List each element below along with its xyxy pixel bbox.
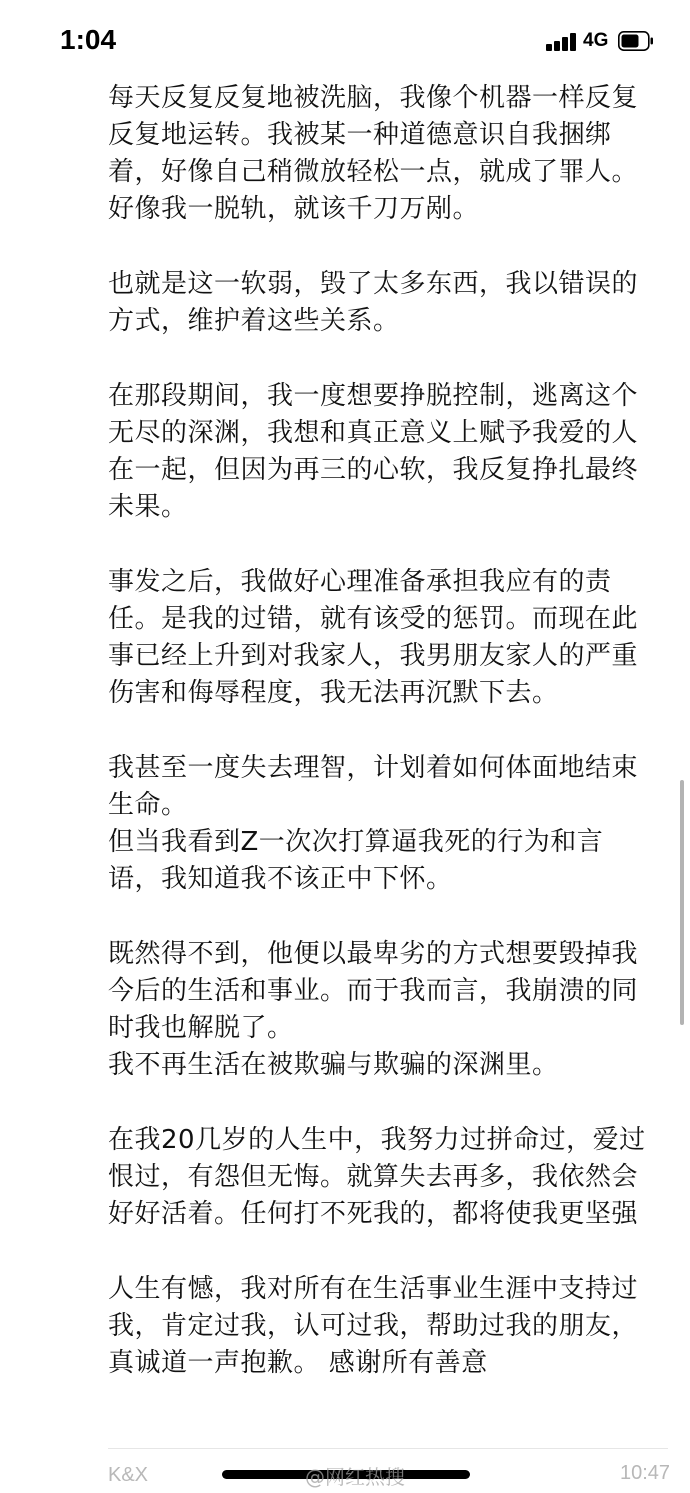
- text-line: 真诚道一声抱歉。 感谢所有善意: [108, 1348, 488, 1378]
- text-line: 在一起，但因为再三的心软，我反复挣扎最终: [108, 455, 639, 485]
- text-line: 未果。: [108, 492, 188, 522]
- battery-icon: [618, 31, 654, 51]
- text-line: 但当我看到Z一次次打算逼我死的行为和言: [108, 827, 604, 857]
- text-line: 伤害和侮辱程度，我无法再沉默下去。: [108, 678, 559, 708]
- footer-time: 10:47: [620, 1462, 671, 1484]
- paragraph: [108, 564, 668, 712]
- paragraph: [108, 936, 668, 1084]
- text-line: 任。是我的过错，就有该受的惩罚。而现在此: [108, 604, 639, 634]
- text-line: 在我20几岁的人生中，我努力过拼命过，爱过: [108, 1125, 646, 1155]
- text-line: 好好活着。任何打不死我的，都将使我更坚强: [108, 1199, 639, 1229]
- text-line: 也就是这一软弱，毁了太多东西，我以错误的: [108, 269, 639, 299]
- paragraph: [108, 1271, 668, 1382]
- status-time: 1:04: [60, 24, 117, 55]
- text-line: 事已经上升到对我家人，我男朋友家人的严重: [108, 641, 639, 671]
- text-line: 无尽的深渊，我想和真正意义上赋予我爱的人: [108, 418, 639, 448]
- paragraph: [108, 80, 668, 228]
- watermark: @网红热搜: [305, 1465, 405, 1489]
- paragraph: [108, 1122, 668, 1233]
- paragraph: [108, 750, 668, 898]
- text-line: 我，肯定过我，认可过我，帮助过我的朋友，: [108, 1311, 639, 1341]
- text-line: 生命。: [108, 790, 188, 820]
- text-line: 人生有憾，我对所有在生活事业生涯中支持过: [108, 1274, 639, 1304]
- scrollbar[interactable]: [680, 780, 684, 1025]
- paragraph: [108, 266, 668, 340]
- text-line: 时我也解脱了。: [108, 1013, 294, 1043]
- paragraph: [108, 378, 668, 526]
- text-line: 恨过，有怨但无悔。就算失去再多，我依然会: [108, 1162, 639, 1192]
- text-line: 既然得不到，他便以最卑劣的方式想要毁掉我: [108, 939, 639, 969]
- status-bar: [0, 0, 690, 80]
- text-line: 事发之后，我做好心理准备承担我应有的责: [108, 567, 612, 597]
- footer-divider: [108, 1448, 668, 1449]
- network-type: 4G: [583, 30, 609, 51]
- text-line: 着，好像自己稍微放轻松一点，就成了罪人。: [108, 157, 639, 187]
- footer-source-label: K&X: [108, 1464, 149, 1486]
- text-line: 好像我一脱轨，就该千刀万剐。: [108, 194, 480, 224]
- text-line: 每天反复反复地被洗脑，我像个机器一样反复: [108, 83, 639, 113]
- text-line: 反复地运转。我被某一种道德意识自我捆绑: [108, 120, 612, 150]
- text-line: 今后的生活和事业。而于我而言，我崩溃的同: [108, 976, 639, 1006]
- text-line: 在那段期间，我一度想要挣脱控制，逃离这个: [108, 381, 639, 411]
- cellular-signal-icon: [546, 33, 578, 51]
- text-line: 语，我知道我不该正中下怀。: [108, 864, 453, 894]
- article-body: [108, 80, 668, 1420]
- text-line: 方式，维护着这些关系。: [108, 306, 400, 336]
- text-line: 我甚至一度失去理智，计划着如何体面地结束: [108, 753, 639, 783]
- text-line: 我不再生活在被欺骗与欺骗的深渊里。: [108, 1050, 559, 1080]
